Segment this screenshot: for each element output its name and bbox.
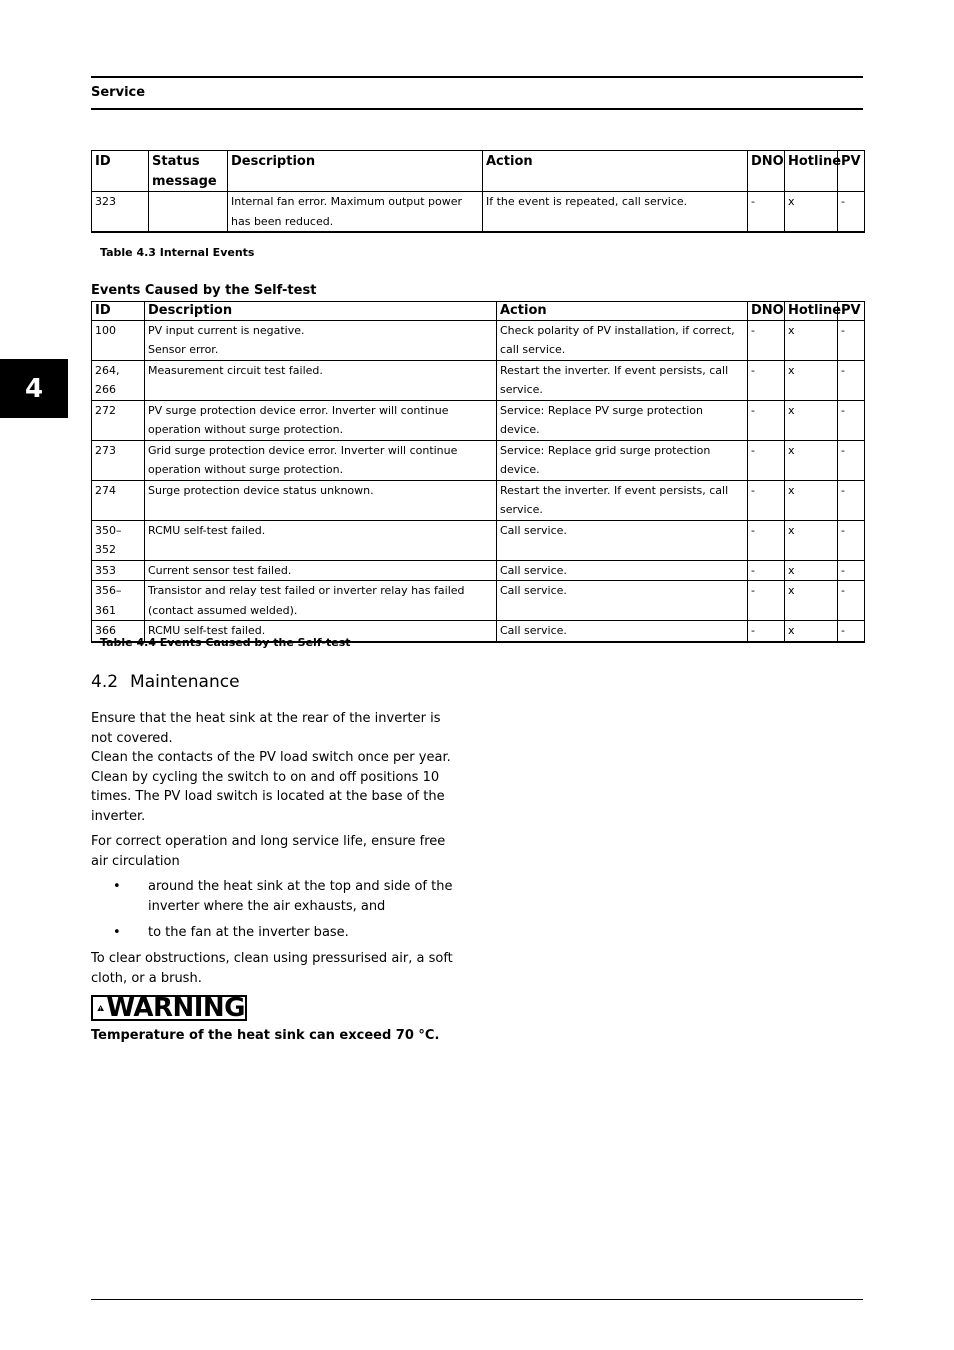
warning-label: WARNING — [106, 993, 245, 1023]
list-item-text: to the fan at the inverter base. — [148, 925, 349, 940]
cell-id: 273 — [92, 440, 145, 480]
cell-pv: - — [838, 192, 865, 233]
cell-description: Internal fan error. Maximum output power has been reduced. — [228, 192, 483, 233]
cell-dno: - — [748, 480, 785, 520]
table-caption: Table 4.4 Events Caused by the Self-test — [100, 636, 351, 649]
table-row — [92, 560, 865, 581]
cell-id: 356–361 — [92, 581, 145, 621]
cell-dno: - — [748, 581, 785, 621]
table-header-row — [92, 302, 865, 321]
cell-pv: - — [838, 560, 865, 581]
table-row — [92, 400, 865, 440]
cell-hotline: x — [785, 581, 838, 621]
cell-dno: - — [748, 360, 785, 400]
footer-rule — [91, 1299, 863, 1300]
paragraph: For correct operation and long service life, ensure free air circulation — [91, 834, 446, 869]
warning-box — [91, 995, 247, 1021]
cell-hotline: x — [785, 520, 838, 560]
cell-description: PV surge protection device error. Inverter will continue operation without surge protection. — [145, 400, 497, 440]
col-header-description: Description — [228, 151, 483, 192]
cell-dno: - — [748, 621, 785, 642]
table-row — [92, 581, 865, 621]
cell-hotline: x — [785, 480, 838, 520]
cell-pv: - — [838, 621, 865, 642]
table-row — [92, 360, 865, 400]
bullet-icon: • — [113, 925, 121, 940]
paragraph — [91, 709, 461, 826]
header-bottom-rule — [91, 108, 863, 110]
cell-action: Service: Replace grid surge protection device. — [497, 440, 748, 480]
col-header-id: ID — [92, 151, 149, 192]
warning-text: Temperature of the heat sink can exceed 70 °C. — [91, 1028, 440, 1043]
cell-description: Grid surge protection device error. Inverter will continue operation without surge protection. — [145, 440, 497, 480]
cell-action: Call service. — [497, 581, 748, 621]
cell-action: Check polarity of PV installation, if correct, call service. — [497, 320, 748, 360]
cell-pv: - — [838, 360, 865, 400]
header-title: Service — [91, 85, 146, 100]
cell-dno: - — [748, 320, 785, 360]
cell-action: Service: Replace PV surge protection device. — [497, 400, 748, 440]
paragraph: To clear obstructions, clean using pressurised air, a soft cloth, or a brush. — [91, 951, 453, 986]
cell-description: PV input current is negative. Sensor error. — [145, 320, 497, 360]
paragraph-text: Ensure that the heat sink at the rear of the inverter is not covered. Clean the contacts of the PV load switch once per year. Clean by cycling the switch to on and off positions 10 times. The PV load switch is located at the base of the inverter. — [91, 711, 451, 824]
cell-dno: - — [748, 400, 785, 440]
cell-description: Transistor and relay test failed or inverter relay has failed (contact assumed welded). — [145, 581, 497, 621]
cell-dno: - — [748, 520, 785, 560]
col-header-action: Action — [497, 302, 748, 321]
cell-status — [149, 192, 228, 233]
col-header-hotline: Hotline — [785, 151, 838, 192]
col-header-description: Description — [145, 302, 497, 321]
cell-id: 350–352 — [92, 520, 145, 560]
cell-action: Call service. — [497, 621, 748, 642]
cell-id: 100 — [92, 320, 145, 360]
chapter-tab: 4 — [0, 359, 68, 418]
cell-pv: - — [838, 320, 865, 360]
table-body — [92, 320, 865, 642]
cell-dno: - — [748, 192, 785, 233]
cell-id: 274 — [92, 480, 145, 520]
internal-events-table — [91, 150, 865, 233]
col-header-action: Action — [483, 151, 748, 192]
cell-hotline: x — [785, 192, 838, 233]
table-title: Events Caused by the Self-test — [91, 283, 317, 298]
list-item-text: around the heat sink at the top and side of the inverter where the air exhausts, and — [148, 879, 453, 914]
cell-dno: - — [748, 440, 785, 480]
cell-hotline: x — [785, 400, 838, 440]
section-heading — [91, 672, 240, 692]
cell-hotline: x — [785, 621, 838, 642]
cell-hotline: x — [785, 560, 838, 581]
col-header-dno: DNO — [748, 151, 785, 192]
cell-id: 272 — [92, 400, 145, 440]
table-row — [92, 520, 865, 560]
cell-pv: - — [838, 400, 865, 440]
section-number: 4.2 — [91, 672, 119, 692]
section-title: Maintenance — [130, 672, 240, 692]
col-header-status: Status message — [149, 151, 228, 192]
cell-id: 353 — [92, 560, 145, 581]
cell-action: Call service. — [497, 560, 748, 581]
cell-id: 366 — [92, 621, 145, 642]
cell-action: Restart the inverter. If event persists, call service. — [497, 360, 748, 400]
bullet-icon: • — [113, 879, 121, 894]
cell-pv: - — [838, 581, 865, 621]
table-row — [92, 480, 865, 520]
col-header-pv: PV — [838, 151, 865, 192]
table-header-row — [92, 151, 865, 192]
cell-pv: - — [838, 440, 865, 480]
col-header-hotline: Hotline — [785, 302, 838, 321]
self-test-events-table — [91, 301, 865, 643]
cell-description: RCMU self-test failed. — [145, 621, 497, 642]
cell-action: Call service. — [497, 520, 748, 560]
warning-triangle-icon — [97, 998, 104, 1018]
cell-action: Restart the inverter. If event persists, call service. — [497, 480, 748, 520]
table-row — [92, 440, 865, 480]
col-header-dno: DNO — [748, 302, 785, 321]
cell-description: RCMU self-test failed. — [145, 520, 497, 560]
cell-hotline: x — [785, 440, 838, 480]
cell-description: Surge protection device status unknown. — [145, 480, 497, 520]
cell-dno: - — [748, 560, 785, 581]
cell-pv: - — [838, 480, 865, 520]
cell-hotline: x — [785, 360, 838, 400]
cell-description: Measurement circuit test failed. — [145, 360, 497, 400]
col-header-pv: PV — [838, 302, 865, 321]
cell-action: If the event is repeated, call service. — [483, 192, 748, 233]
cell-pv: - — [838, 520, 865, 560]
cell-hotline: x — [785, 320, 838, 360]
cell-id: 264, 266 — [92, 360, 145, 400]
col-header-id: ID — [92, 302, 145, 321]
header-top-rule — [91, 76, 863, 78]
table-row — [92, 192, 865, 233]
table-caption: Table 4.3 Internal Events — [100, 246, 255, 259]
cell-id: 323 — [92, 192, 149, 233]
table-row — [92, 320, 865, 360]
cell-description: Current sensor test failed. — [145, 560, 497, 581]
